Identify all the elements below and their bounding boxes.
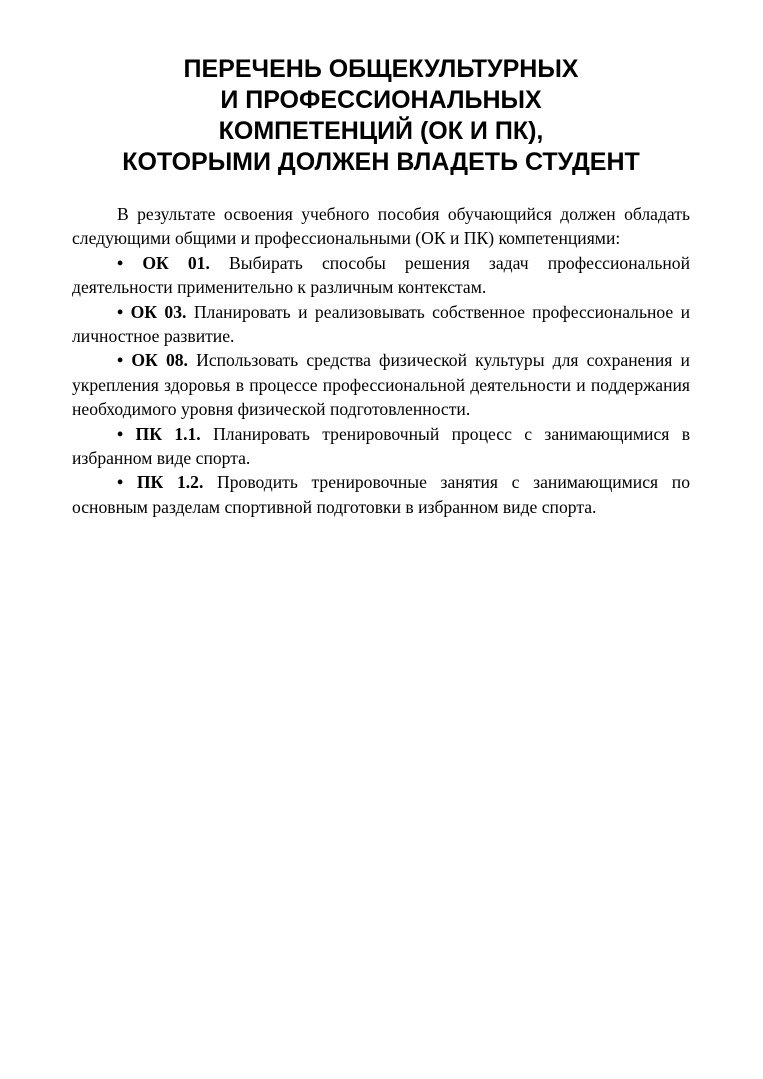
intro-paragraph: В результате освоения учебного пособия обучающийся должен обладать следующими общими и профессиональными (ОК и ПК) компетенциями: xyxy=(72,204,690,249)
bullet-icon: • xyxy=(117,472,124,493)
title-line-1: ПЕРЕЧЕНЬ ОБЩЕКУЛЬТУРНЫХ xyxy=(183,55,579,83)
title-line-2: И ПРОФЕССИОНАЛЬНЫХ xyxy=(220,86,542,114)
page-title xyxy=(72,54,690,178)
competency-text: Использовать средства физической культуры для сохранения и укрепления здоровья в процессе профессиональной деятельности и поддержания необходимого уровня физической подготовленности. xyxy=(72,350,690,420)
competency-item xyxy=(72,251,690,300)
competency-item xyxy=(72,422,690,471)
competency-item xyxy=(72,300,690,349)
bullet-icon: • xyxy=(117,423,124,444)
title-line-3: КОМПЕТЕНЦИЙ (ОК И ПК), xyxy=(218,117,544,145)
competency-text: Выбирать способы решения задач профессиональной деятельности применительно к различным контекстам. xyxy=(72,252,691,298)
title-line-4: КОТОРЫМИ ДОЛЖЕН ВЛАДЕТЬ СТУДЕНТ xyxy=(122,148,640,176)
bullet-icon: • xyxy=(117,252,124,273)
document-body xyxy=(72,202,690,519)
competency-item xyxy=(72,348,690,421)
competency-code: ОК 03. xyxy=(130,301,187,322)
competency-code: ОК 01. xyxy=(142,252,210,273)
competency-code: ОК 08. xyxy=(131,350,188,371)
bullet-icon: • xyxy=(117,301,124,322)
competency-code: ПК 1.2. xyxy=(136,472,204,493)
competency-item xyxy=(72,470,690,519)
competency-text: Планировать и реализовывать собственное профессиональное и личностное развитие. xyxy=(72,301,691,347)
competency-text: Проводить тренировочные занятия с занимающимися по основным разделам спортивной подготовки в избранном виде спорта. xyxy=(72,472,690,517)
bullet-icon: • xyxy=(117,350,124,371)
competency-text: Планировать тренировочный процесс с занимающимися в избранном виде спорта. xyxy=(72,423,691,469)
document-page xyxy=(72,54,690,519)
competency-code: ПК 1.1. xyxy=(135,423,201,444)
